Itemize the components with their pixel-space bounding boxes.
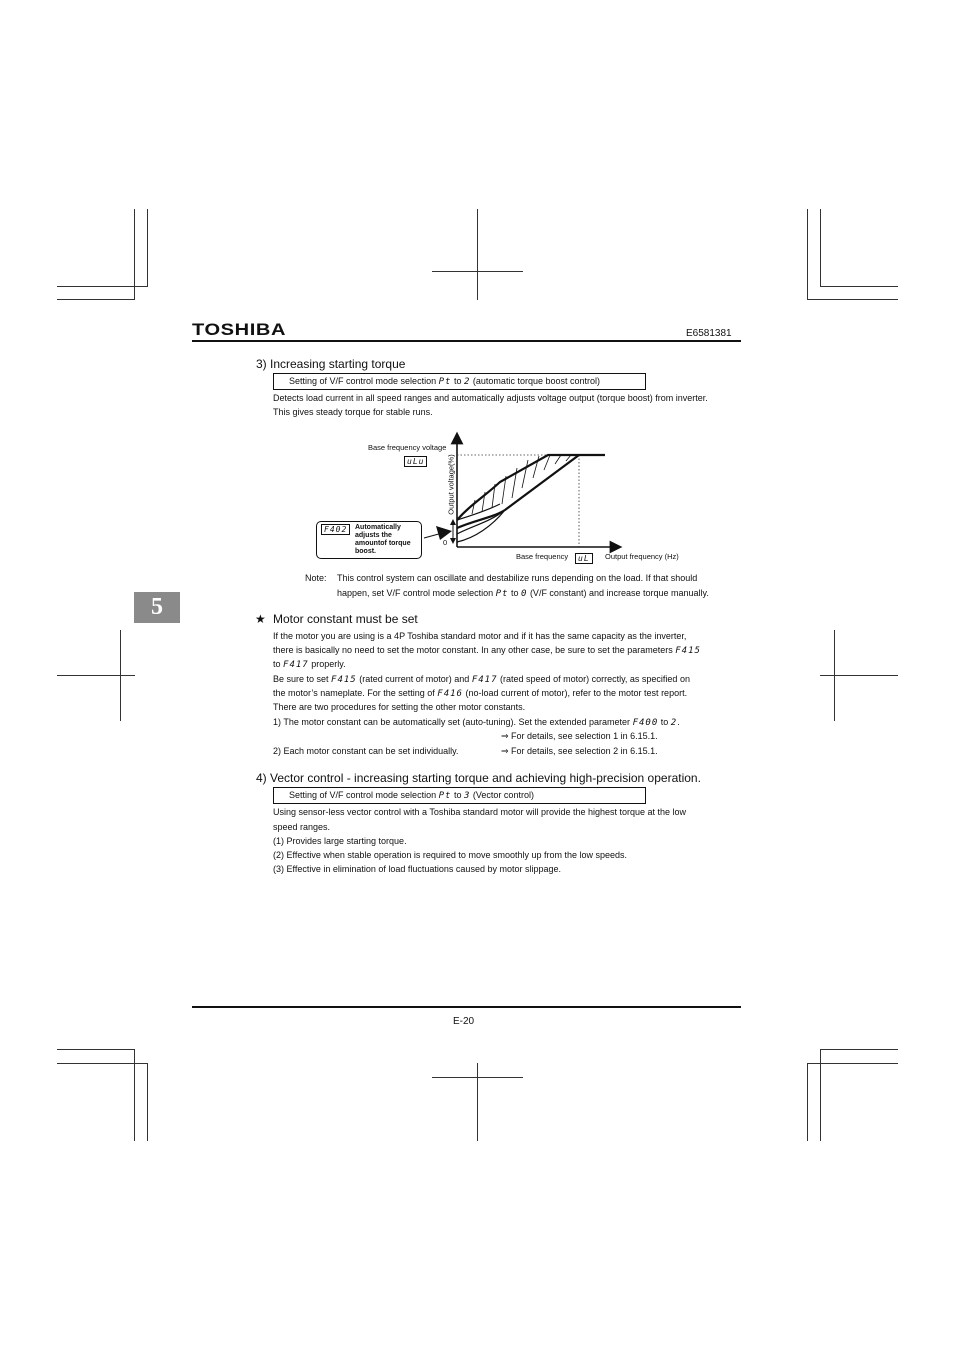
motor-star-icon: ★ [255,612,266,626]
y-axis-label: Output voltage(%) [446,454,456,515]
setting-value: 2 [463,377,471,387]
section3-title: 3) Increasing starting torque [256,357,406,371]
doc-number: E6581381 [686,328,732,339]
boosted-curve [457,455,605,520]
motor-line-3-to: to [273,659,281,669]
setting-to: to [453,376,462,386]
base-voltage-param: uLu [404,456,427,467]
toshiba-logo: TOSHIBA [192,320,287,339]
motor-item-1: 1) The motor constant can be automatically set (auto-tuning). Set the extended parameter F400 to 2. [273,717,680,728]
torque-boost-figure [300,430,700,570]
note-to: to [510,588,519,598]
motor-line-5-b: (no-load current of motor), refer to the motor test report. [465,688,688,698]
setting-suffix: (automatic torque boost control) [472,376,600,386]
boost-callout [316,521,422,559]
section4-line-5: (3) Effective in elimination of load fluctuations caused by motor slippage. [273,864,561,874]
motor-line-3-text: properly. [311,659,346,669]
setting-value-4: 3 [463,791,471,801]
setting-prefix: Setting of V/F control mode selection [289,376,437,386]
section4-line-3: (1) Provides large starting torque. [273,836,407,846]
setting-prefix-4: Setting of V/F control mode selection [289,790,437,800]
section4-title: 4) Vector control - increasing starting torque and achieving high-precision operation. [256,771,701,785]
setting-to-4: to [453,790,462,800]
motor-item-1-text: 1) The motor constant can be automatically set (auto-tuning). Set the extended parameter [273,717,631,727]
param-f417: F417 [283,660,309,670]
motor-item-2-ref: ⇒ For details, see selection 2 in 6.15.1. [501,746,658,756]
motor-line-6: There are two procedures for setting the other motor constants. [273,702,526,712]
callout-line-3: amountof torque [355,540,411,547]
boost-hatching [472,455,571,514]
motor-line-4-b: (rated current of motor) and [359,674,470,684]
section3-body-2: This gives steady torque for stable runs. [273,407,433,417]
param-pt: Pt [438,377,452,387]
motor-line-2-text: there is basically no need to set the motor constant. In any other case, be sure to set the parameters [273,645,673,655]
section4-line-2: speed ranges. [273,822,331,832]
header-rule [192,340,741,342]
motor-item-1-ref: ⇒ For details, see selection 1 in 6.15.1. [501,731,658,741]
param-f417-b: F417 [471,675,498,685]
note-param-pt: Pt [495,589,509,599]
origin-label: 0 [443,538,448,547]
param-f415-b: F415 [331,675,357,685]
note-line-1: This control system can oscillate and destabilize runs depending on the load. If that should [337,573,698,583]
motor-title: Motor constant must be set [273,612,418,626]
chapter-tab [134,592,180,623]
callout-param: F402 [321,524,350,535]
motor-line-5-a: the motor’s nameplate. For the setting of [273,688,435,698]
base-voltage-label: Base frequency voltage [368,443,447,452]
motor-item-1-value: 2 [670,718,678,728]
motor-line-3 [273,657,743,672]
x-axis-label: Output frequency (Hz) [605,552,679,561]
param-f416: F416 [437,689,463,699]
callout-line-1: Automatically [355,524,401,531]
base-frequency-label: Base frequency [516,552,569,561]
setting-suffix-4: (Vector control) [472,790,534,800]
note-line-2-b: (V/F constant) and increase torque manually. [529,588,709,598]
param-pt-4: Pt [438,791,452,801]
chapter-number: 5 [151,594,163,620]
param-f415: F415 [675,646,701,656]
section3-body-1: Detects load current in all speed ranges and automatically adjusts voltage output (torque boost) from inverter. [273,393,708,403]
base-frequency-param: uL [575,553,593,564]
note-line-2-a: happen, set V/F control mode selection [337,588,494,598]
callout-line-4: boost. [355,548,376,555]
motor-line-1: If the motor you are using is a 4P Toshiba standard motor and if it has the same capacity as the inverter, [273,631,687,641]
param-f400: F400 [632,718,659,728]
section3-setting-box [273,373,646,390]
footer-rule [192,1006,741,1008]
motor-item-1-to: to [660,717,669,727]
motor-line-4-c: (rated speed of motor) correctly, as specified on [500,674,690,684]
page-number: E-20 [453,1016,475,1027]
motor-line-4-a: Be sure to set [273,674,329,684]
note-value: 0 [521,589,528,599]
note-label: Note: [305,573,327,583]
section4-line-1: Using sensor-less vector control with a Toshiba standard motor will provide the highest torque at the low [273,807,687,817]
section4-setting-box [273,787,646,804]
vf-curve [457,455,579,528]
callout-text [355,524,411,556]
note-line-2 [337,586,709,601]
callout-line-2: adjusts the [355,532,392,539]
section4-line-4: (2) Effective when stable operation is required to move smoothly up from the low speeds. [273,850,628,860]
motor-item-2: 2) Each motor constant can be set individually. [273,746,459,756]
